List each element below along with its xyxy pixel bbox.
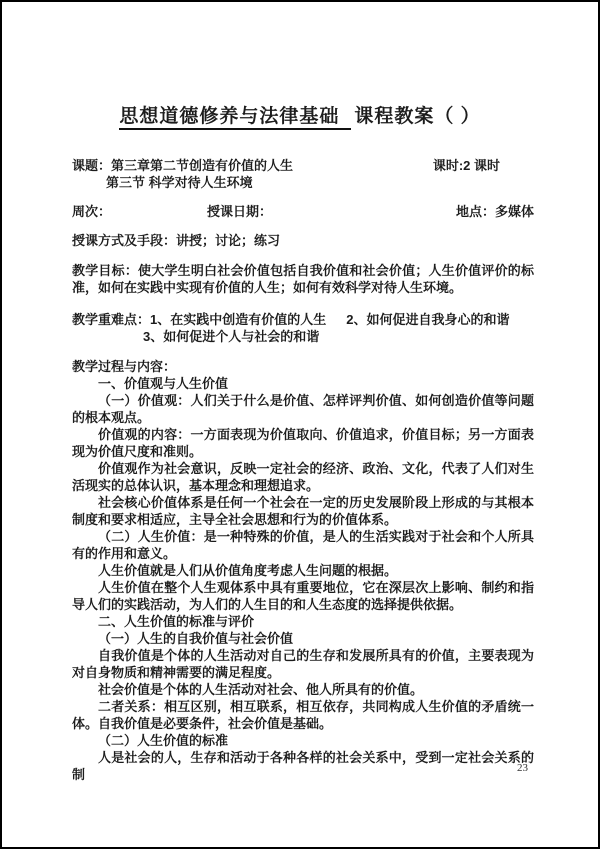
course-label: 课题： — [72, 158, 112, 173]
paragraph: 自我价值是个体的人生活动对自己的生存和发展所具有的价值，主要表现为对自身物质和精神需要的满足程度。 — [72, 648, 534, 680]
paragraph-list — [72, 375, 534, 783]
paragraph: （二）人生价值：是一种特殊的价值，是人的生活实践对于社会和个人所具有的作用和意义。 — [72, 529, 534, 561]
key-point-2: 2、如何促进自我身心的和谐 — [346, 312, 510, 327]
key-points — [72, 311, 534, 345]
teaching-method: 授课方式及手段：讲授；讨论；练习 — [72, 233, 281, 248]
title-course-name: 思想道德修养与法律基础 — [119, 106, 351, 130]
paragraph: 社会核心价值体系是任何一个社会在一定的历史发展阶段上形成的与其根本制度和要求相适应，主导全社会思想和行为的价值体系。 — [72, 495, 534, 527]
paragraph: 人生价值在整个人生观体系中具有重要地位，它在深层次上影响、制约和指导人们的实践活动，为人们的人生目的和人生态度的选择提供依据。 — [72, 580, 534, 612]
paragraph: 价值观作为社会意识，反映一定社会的经济、政治、文化，代表了人们对生活现实的总体认识，基本理念和理想追求。 — [72, 461, 534, 493]
date-label: 授课日期： — [207, 204, 273, 219]
title-suffix: 课程教案（ ） — [354, 106, 481, 127]
key-point-1: 1、在实践中创造有价值的人生 — [150, 312, 327, 327]
paragraph: 价值观的内容：一方面表现为价值取向、价值追求，价值目标；另一方面表现为价值尺度和准则。 — [72, 427, 534, 459]
meta-row — [72, 203, 534, 220]
paragraph: 社会价值是个体的人生活动对社会、他人所具有的价值。 — [98, 682, 424, 697]
week-label: 周次： — [72, 204, 112, 219]
paragraph: （一）价值观：人们关于什么是价值、怎样评判价值、如何创造价值等问题的根本观点。 — [72, 393, 534, 425]
page-number: 23 — [517, 762, 528, 774]
document-content — [2, 157, 598, 783]
course-title-text: 第三章第二节创造有价值的人生 — [111, 158, 294, 173]
paragraph: 一、价值观与人生价值 — [98, 376, 229, 391]
objective-label: 教学目标： — [72, 263, 139, 278]
course-topic — [72, 157, 433, 174]
paragraph: 二者关系：相互区别，相互联系，相互依存，共同构成人生价值的矛盾统一体。自我价值是必要条件，社会价值是基础。 — [72, 699, 534, 731]
key-point-3: 3、如何促进个人与社会的和谐 — [143, 329, 320, 344]
key-points-line1 — [72, 311, 534, 328]
course-row — [72, 157, 534, 174]
location-label: 地点：多媒体 — [455, 204, 534, 219]
class-hours: 课时:2 课时 — [432, 158, 500, 173]
paragraph: （二）人生价值的标准 — [98, 733, 229, 748]
objective-text: 使大学生明白社会价值包括自我价值和社会价值；人生价值评价的标准，如何在实践中实现有价值的人生；如何有效科学对待人生环境。 — [72, 263, 534, 295]
course-subtitle: 第三节 科学对待人生环境 — [106, 175, 253, 190]
paragraph: （一）人生的自我价值与社会价值 — [98, 631, 294, 646]
key-points-label: 教学重难点： — [72, 312, 151, 327]
process-heading: 教学过程与内容： — [72, 359, 177, 374]
document-title — [2, 104, 598, 130]
paragraph: 人是社会的人，生存和活动于各种各样的社会关系中，受到一定社会关系的制 — [72, 750, 534, 782]
teaching-objective — [72, 262, 534, 296]
paragraph: 二、人生价值的标准与评价 — [98, 614, 255, 629]
paragraph: 人生价值就是人们从价值角度考虑人生问题的根据。 — [98, 563, 398, 578]
